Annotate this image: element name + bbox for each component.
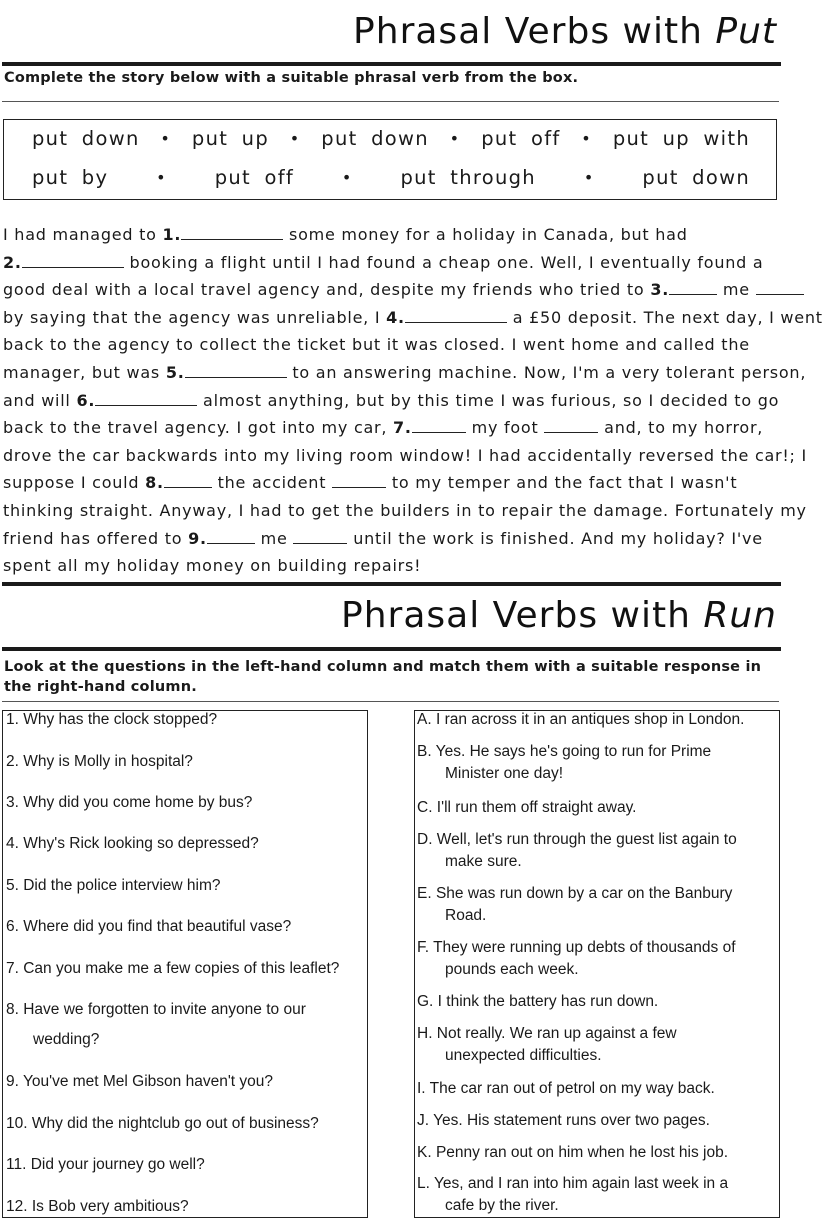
question-text: 9. You've met Mel Gibson haven't you?	[6, 1073, 274, 1090]
response-continuation: unexpected difficulties.	[445, 1047, 602, 1064]
blank-number: 5.	[165, 362, 185, 382]
question-text: 12. Is Bob very ambitious?	[6, 1198, 189, 1215]
question-item	[6, 794, 252, 812]
response-text: G. I think the battery has run down.	[417, 993, 659, 1010]
word-box-item: put off	[481, 127, 561, 150]
response-continuation: make sure.	[445, 853, 522, 870]
response-item	[417, 1173, 728, 1217]
blank-number: 9.	[188, 528, 207, 548]
word-box-item: put down	[32, 127, 140, 150]
question-item	[6, 1115, 319, 1133]
word-box-item: put through	[400, 166, 536, 189]
responses-column	[414, 710, 780, 1218]
question-text: 10. Why did the nightclub go out of business?	[6, 1115, 319, 1132]
response-text: K. Penny ran out on him when he lost his job.	[417, 1144, 729, 1161]
response-item	[417, 1142, 728, 1164]
story-line: friend has offered to 9. me until the work is finished. And my holiday? I've	[3, 528, 763, 548]
story-line: back to the travel agency. I got into my car, 7. my foot and, to my horror,	[3, 418, 764, 438]
answer-blank[interactable]	[669, 280, 717, 295]
question-text: 6. Where did you find that beautiful vase?	[6, 918, 292, 935]
story-line: manager, but was 5. to an answering machine. Now, I'm a very tolerant person,	[3, 362, 807, 382]
word-box	[3, 119, 777, 200]
run-instruction-rule	[2, 701, 779, 702]
put-story	[3, 221, 823, 580]
question-item	[6, 918, 291, 936]
put-title-rule	[2, 62, 781, 66]
question-item	[6, 711, 217, 729]
response-item	[417, 709, 744, 731]
response-text: L. Yes, and I ran into him again last week in a	[417, 1175, 729, 1192]
separator-dot: •	[583, 168, 595, 187]
story-line: suppose I could 8. the accident to my temper and the fact that I wasn't	[3, 473, 738, 493]
put-section-title	[353, 11, 777, 52]
question-text: 4. Why's Rick looking so depressed?	[6, 835, 259, 852]
response-text: I. The car ran out of petrol on my way back.	[417, 1080, 715, 1097]
blank-number: 6.	[76, 390, 96, 410]
answer-blank[interactable]	[164, 473, 212, 488]
answer-blank[interactable]	[185, 363, 287, 378]
response-item	[417, 829, 737, 873]
blank-number: 7.	[393, 418, 412, 438]
blank-number: 1.	[162, 225, 182, 244]
question-item	[6, 960, 339, 978]
put-title-prefix: Phrasal Verbs with	[353, 11, 716, 52]
story-line: 2. booking a flight until I had found a cheap one. Well, I eventually found a	[3, 252, 764, 272]
response-continuation: Road.	[445, 907, 487, 924]
question-item	[6, 835, 259, 853]
question-text: 11. Did your journey go well?	[6, 1156, 205, 1173]
answer-blank[interactable]	[544, 418, 598, 433]
response-text: B. Yes. He says he's going to run for Prime	[417, 743, 712, 760]
word-box-item: put down	[642, 166, 750, 189]
run-instruction: Look at the questions in the left-hand column and match them with a suitable response in the right-hand column.	[4, 659, 762, 695]
answer-blank[interactable]	[293, 529, 347, 544]
question-item	[6, 1198, 189, 1216]
run-title-rule	[2, 647, 781, 651]
question-continuation: wedding?	[33, 1031, 100, 1048]
word-box-item: put up	[191, 127, 270, 150]
question-item	[6, 1156, 205, 1174]
response-item	[417, 797, 636, 819]
run-title-verb: Run	[703, 595, 777, 636]
answer-blank[interactable]	[22, 253, 124, 268]
response-item	[417, 1078, 715, 1100]
word-box-item: put down	[321, 127, 429, 150]
response-continuation: pounds each week.	[445, 961, 579, 978]
run-title-prefix: Phrasal Verbs with	[341, 595, 704, 636]
story-line: by saying that the agency was unreliable, I 4. a £50 deposit. The next day, I went	[3, 307, 823, 327]
story-line: drove the car backwards into my living room window! I had accidentally reversed the car!; I	[3, 445, 807, 465]
answer-blank[interactable]	[405, 308, 507, 323]
story-line: good deal with a local travel agency and, despite my friends who tried to 3. me	[3, 276, 783, 304]
separator-dot: •	[341, 168, 353, 187]
question-item	[6, 1001, 306, 1049]
story-line: I had managed to 1. some money for a holiday in Canada, but had	[3, 225, 688, 244]
put-instruction: Complete the story below with a suitable phrasal verb from the box.	[4, 70, 579, 86]
question-text: 5. Did the police interview him?	[6, 877, 221, 894]
story-line: thinking straight. Anyway, I had to get the builders in to repair the damage. Fortunately my	[3, 500, 807, 520]
separator-dot: •	[449, 129, 461, 148]
answer-blank[interactable]	[332, 473, 386, 488]
answer-blank[interactable]	[412, 418, 466, 433]
question-text: 7. Can you make me a few copies of this leaflet?	[6, 960, 340, 977]
story-line: and will 6. almost anything, but by this time I was furious, so I decided to go	[3, 390, 780, 410]
response-continuation: Minister one day!	[445, 765, 564, 782]
word-box-row-1	[32, 127, 750, 150]
section-divider	[2, 582, 781, 586]
answer-blank[interactable]	[207, 529, 255, 544]
question-text: 8. Have we forgotten to invite anyone to our	[6, 1001, 306, 1018]
put-instruction-rule	[2, 101, 779, 102]
response-text: H. Not really. We ran up against a few	[417, 1025, 677, 1042]
put-title-verb: Put	[715, 11, 777, 52]
response-text: D. Well, let's run through the guest list again to	[417, 831, 737, 848]
response-text: A. I ran across it in an antiques shop in London.	[417, 711, 745, 728]
run-section-title	[341, 595, 777, 636]
question-item	[6, 1073, 273, 1091]
separator-dot: •	[581, 129, 593, 148]
separator-dot: •	[289, 129, 301, 148]
story-line: back to the agency to collect the ticket but it was closed. I went home and called the	[3, 335, 750, 355]
response-continuation: cafe by the river.	[445, 1197, 559, 1214]
answer-blank[interactable]	[95, 391, 197, 406]
question-text: 1. Why has the clock stopped?	[6, 711, 218, 728]
response-item	[417, 1110, 710, 1132]
word-box-item: put up with	[612, 127, 750, 150]
blank-number: 2.	[3, 252, 22, 272]
answer-blank[interactable]	[756, 280, 804, 295]
response-item	[417, 991, 658, 1013]
response-text: C. I'll run them off straight away.	[417, 799, 637, 816]
word-box-item: put by	[32, 166, 109, 189]
questions-column	[2, 710, 368, 1218]
question-item	[6, 753, 193, 771]
word-box-row-2	[32, 166, 750, 189]
separator-dot: •	[160, 129, 172, 148]
question-item	[6, 877, 221, 895]
response-text: E. She was run down by a car on the Banbury	[417, 885, 733, 902]
response-item	[417, 1023, 677, 1067]
response-item	[417, 883, 732, 927]
answer-blank[interactable]	[181, 225, 283, 240]
response-item	[417, 937, 736, 981]
separator-dot: •	[156, 168, 167, 187]
question-text: 2. Why is Molly in hospital?	[6, 753, 193, 770]
question-text: 3. Why did you come home by bus?	[6, 794, 253, 811]
word-box-item: put off	[214, 166, 295, 189]
blank-number: 3.	[650, 280, 670, 300]
response-item	[417, 741, 711, 785]
response-text: F. They were running up debts of thousands of	[417, 939, 736, 956]
blank-number: 4.	[386, 307, 405, 327]
response-text: J. Yes. His statement runs over two pages.	[417, 1112, 710, 1129]
story-line: spent all my holiday money on building repairs!	[3, 556, 422, 576]
blank-number: 8.	[145, 473, 164, 493]
